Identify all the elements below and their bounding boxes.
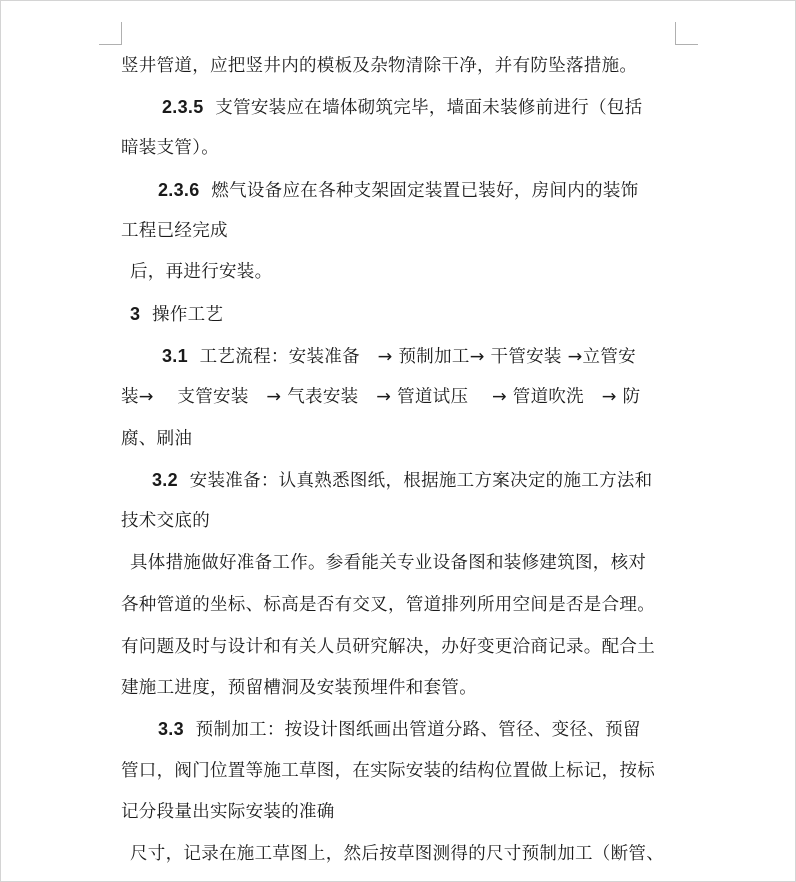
text-line	[121, 760, 655, 782]
text-line-content: 建施工进度，预留槽洞及安装预埋件和套管。	[121, 678, 477, 698]
text-line-content: 各种管道的坐标、标高是否有交叉，管道排列所用空间是否是合理。	[121, 595, 655, 615]
text-line-content: 装→ 支管安装 → 气表安装 → 管道试压 → 管道吹洗 → 防	[121, 387, 641, 407]
text-line	[121, 636, 655, 658]
margin-corner-top-left	[99, 22, 122, 45]
text-line-content: 腐、刷油	[121, 429, 193, 449]
text-line-content: 管口，阀门位置等施工草图，在实际安装的结构位置做上标记，按标	[121, 761, 655, 781]
heading-line	[130, 303, 223, 326]
heading-title: 操作工艺	[152, 305, 224, 325]
text-line-content: 燃气设备应在各种支架固定装置已装好，房间内的装饰	[211, 181, 639, 201]
text-line-content: 尺寸，记录在施工草图上，然后按草图测得的尺寸预制加工（断管、	[130, 844, 664, 864]
text-line-content: 支管安装应在墙体砌筑完毕，墙面未装修前进行（包括	[215, 98, 643, 118]
text-line-content: 后，再进行安装。	[130, 262, 273, 282]
text-line	[158, 718, 641, 741]
text-line	[121, 677, 477, 699]
text-line	[121, 137, 219, 159]
text-line	[152, 469, 652, 492]
section-number: 3.1	[162, 346, 188, 366]
text-line-content: 工程已经完成	[121, 221, 228, 241]
text-line-content: 工艺流程：安装准备 → 预制加工→ 干管安装 →立管安	[199, 347, 636, 367]
text-line	[162, 345, 636, 368]
section-number: 3.3	[158, 719, 184, 739]
text-line	[130, 261, 272, 283]
margin-corner-top-right	[675, 22, 698, 45]
text-line-content: 具体措施做好准备工作。参看能关专业设备图和装修建筑图，核对	[130, 553, 647, 573]
text-line	[162, 96, 642, 119]
text-line	[121, 428, 192, 450]
text-line	[121, 55, 637, 77]
text-line-content: 技术交底的	[121, 511, 210, 531]
text-line-content: 有问题及时与设计和有关人员研究解决，办好变更洽商记录。配合土	[121, 637, 655, 657]
text-line	[121, 594, 655, 616]
text-line	[158, 179, 638, 202]
text-line	[121, 801, 335, 823]
text-line-content: 安装准备：认真熟悉图纸，根据施工方案决定的施工方法和	[189, 471, 653, 491]
text-line	[130, 552, 646, 574]
text-line-content: 预制加工：按设计图纸画出管道分路、管径、变径、预留	[195, 720, 641, 740]
text-line	[121, 386, 640, 408]
section-number: 3	[130, 304, 141, 324]
text-line	[121, 510, 210, 532]
text-line	[130, 843, 664, 865]
section-number: 2.3.6	[158, 180, 200, 200]
text-line-content: 暗装支管）。	[121, 138, 220, 158]
section-number: 3.2	[152, 470, 178, 490]
text-line-content: 竖井管道，应把竖井内的模板及杂物清除干净，并有防坠落措施。	[121, 56, 638, 76]
text-line-content: 记分段量出实际安装的准确	[121, 802, 335, 822]
text-line	[121, 220, 228, 242]
section-number: 2.3.5	[162, 97, 204, 117]
